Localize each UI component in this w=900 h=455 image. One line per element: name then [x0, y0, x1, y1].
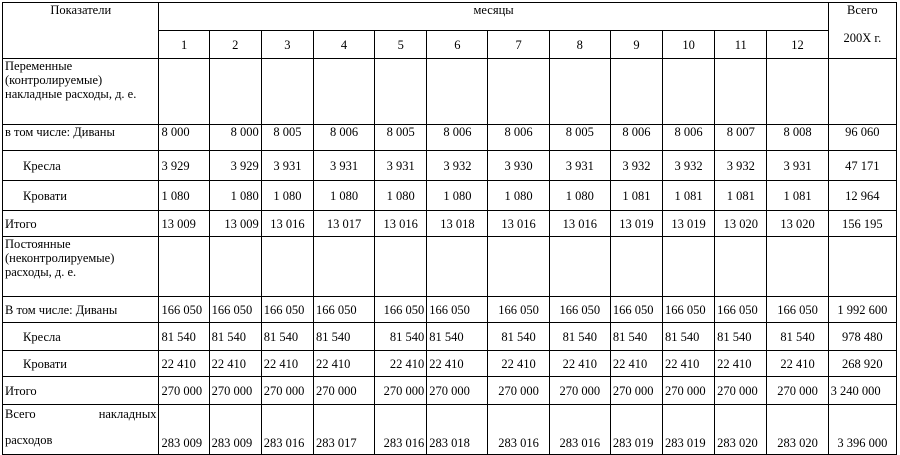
table-cell: 8 005 [375, 125, 427, 151]
row-label: Переменные (контролируемые) накладные расходы, д. е. [3, 59, 159, 125]
month-number: 4 [313, 31, 374, 59]
table-row [3, 151, 897, 181]
table-cell [261, 237, 313, 297]
table-cell: 1 080 [159, 181, 209, 211]
table-cell: 13 019 [663, 211, 715, 237]
table-cell: 1 081 [767, 181, 828, 211]
annual-total-cell: 12 964 [828, 181, 896, 211]
table-cell: 81 540 [610, 323, 662, 351]
table-cell: 1 080 [427, 181, 488, 211]
row-label: Кресла [3, 151, 159, 181]
table-cell: 3 932 [715, 151, 767, 181]
table-cell: 1 080 [261, 181, 313, 211]
table-cell: 22 410 [767, 351, 828, 377]
table-cell [159, 59, 209, 125]
table-row [3, 125, 897, 151]
table-cell: 283 020 [767, 405, 828, 455]
table-cell: 1 080 [209, 181, 261, 211]
table-cell: 3 931 [313, 151, 374, 181]
month-number: 6 [427, 31, 488, 59]
indicators-header: Показатели [3, 3, 159, 59]
row-label: Итого [3, 377, 159, 405]
table-cell: 3 931 [375, 151, 427, 181]
month-number: 9 [610, 31, 662, 59]
table-cell [767, 59, 828, 125]
table-cell: 13 017 [313, 211, 374, 237]
table-cell: 8 006 [427, 125, 488, 151]
table-cell: 1 080 [549, 181, 610, 211]
table-cell: 270 000 [610, 377, 662, 405]
table-cell: 13 020 [767, 211, 828, 237]
table-row [3, 377, 897, 405]
table-cell: 283 016 [549, 405, 610, 455]
table-cell: 3 932 [663, 151, 715, 181]
annual-total-cell: 978 480 [828, 323, 896, 351]
row-label: Постоянные (неконтролируемые) расходы, д. е. [3, 237, 159, 297]
table-cell [767, 237, 828, 297]
table-cell: 270 000 [427, 377, 488, 405]
table-cell: 22 410 [313, 351, 374, 377]
table-cell: 13 009 [209, 211, 261, 237]
table-row [3, 181, 897, 211]
month-number: 2 [209, 31, 261, 59]
annual-total-cell: 3 240 000 [828, 377, 896, 405]
months-header: месяцы [159, 3, 828, 31]
table-cell: 1 081 [610, 181, 662, 211]
table-cell: 270 000 [715, 377, 767, 405]
table-cell: 166 050 [313, 297, 374, 323]
table-cell: 8 006 [663, 125, 715, 151]
table-cell: 283 016 [488, 405, 549, 455]
annual-total-cell: 268 920 [828, 351, 896, 377]
table-cell: 166 050 [767, 297, 828, 323]
table-cell: 81 540 [663, 323, 715, 351]
table-cell [488, 237, 549, 297]
table-cell: 81 540 [313, 323, 374, 351]
table-cell: 166 050 [375, 297, 427, 323]
table-cell: 8 000 [209, 125, 261, 151]
table-cell: 81 540 [427, 323, 488, 351]
table-cell: 270 000 [313, 377, 374, 405]
table-cell: 3 931 [261, 151, 313, 181]
table-cell: 22 410 [209, 351, 261, 377]
table-cell: 270 000 [488, 377, 549, 405]
row-label: в том числе: Диваны [3, 125, 159, 151]
annual-total-header [828, 3, 896, 59]
table-cell: 1 081 [663, 181, 715, 211]
annual-total-cell [828, 59, 896, 125]
table-cell [663, 237, 715, 297]
table-cell: 166 050 [663, 297, 715, 323]
table-cell: 22 410 [261, 351, 313, 377]
table-cell: 81 540 [767, 323, 828, 351]
table-cell: 283 016 [375, 405, 427, 455]
table-row [3, 323, 897, 351]
header-row [3, 3, 897, 31]
table-cell: 166 050 [488, 297, 549, 323]
table-cell: 8 006 [313, 125, 374, 151]
table-cell: 283 009 [159, 405, 209, 455]
table-cell: 3 932 [610, 151, 662, 181]
total-header-line2: 200Х г. [843, 31, 882, 45]
table-cell [375, 59, 427, 125]
table-cell [427, 59, 488, 125]
table-cell: 3 932 [427, 151, 488, 181]
table-cell [610, 237, 662, 297]
month-number: 7 [488, 31, 549, 59]
table-cell: 13 019 [610, 211, 662, 237]
table-cell: 166 050 [610, 297, 662, 323]
total-header-line1: Всего [847, 3, 878, 17]
table-cell: 8 006 [610, 125, 662, 151]
table-cell: 270 000 [261, 377, 313, 405]
table-cell: 270 000 [209, 377, 261, 405]
total-label-line1 [5, 407, 156, 421]
table-cell: 22 410 [549, 351, 610, 377]
table-cell: 13 016 [488, 211, 549, 237]
table-cell: 81 540 [715, 323, 767, 351]
row-label: Кресла [3, 323, 159, 351]
table-cell: 8 005 [549, 125, 610, 151]
table-cell: 283 017 [313, 405, 374, 455]
table-cell [427, 237, 488, 297]
table-cell: 166 050 [427, 297, 488, 323]
table-cell: 1 080 [375, 181, 427, 211]
table-cell [209, 59, 261, 125]
annual-total-cell: 156 195 [828, 211, 896, 237]
table-row [3, 237, 897, 297]
table-cell: 283 018 [427, 405, 488, 455]
table-cell [663, 59, 715, 125]
table-cell [715, 237, 767, 297]
table-cell: 81 540 [261, 323, 313, 351]
table-row [3, 59, 897, 125]
table-cell: 166 050 [209, 297, 261, 323]
table-cell: 1 080 [488, 181, 549, 211]
table-cell [313, 237, 374, 297]
table-cell: 1 080 [313, 181, 374, 211]
table-cell: 166 050 [159, 297, 209, 323]
table-cell: 13 020 [715, 211, 767, 237]
table-cell: 8 006 [488, 125, 549, 151]
table-cell [549, 237, 610, 297]
table-cell [159, 237, 209, 297]
table-cell: 1 081 [715, 181, 767, 211]
table-cell: 8 008 [767, 125, 828, 151]
table-cell: 81 540 [375, 323, 427, 351]
table-cell: 22 410 [488, 351, 549, 377]
table-cell: 283 020 [715, 405, 767, 455]
table-cell [610, 59, 662, 125]
table-cell: 8 007 [715, 125, 767, 151]
table-cell: 270 000 [767, 377, 828, 405]
table-cell: 3 931 [767, 151, 828, 181]
table-cell: 270 000 [375, 377, 427, 405]
table-cell: 81 540 [209, 323, 261, 351]
row-label: Итого [3, 211, 159, 237]
table-cell: 270 000 [159, 377, 209, 405]
total-label-line2: расходов [5, 433, 53, 447]
table-cell: 22 410 [159, 351, 209, 377]
table-cell: 22 410 [715, 351, 767, 377]
row-label: Кровати [3, 351, 159, 377]
table-cell: 3 931 [549, 151, 610, 181]
month-number: 11 [715, 31, 767, 59]
total-label-word1: Всего [5, 407, 36, 421]
table-cell: 13 016 [375, 211, 427, 237]
table-cell [313, 59, 374, 125]
table-cell: 283 009 [209, 405, 261, 455]
overhead-budget-table [2, 2, 897, 455]
table-cell: 22 410 [663, 351, 715, 377]
table-cell: 81 540 [488, 323, 549, 351]
row-label: В том числе: Диваны [3, 297, 159, 323]
table-cell: 13 009 [159, 211, 209, 237]
table-cell: 81 540 [159, 323, 209, 351]
month-number: 12 [767, 31, 828, 59]
table-row [3, 297, 897, 323]
table-cell: 13 018 [427, 211, 488, 237]
table-cell: 283 016 [261, 405, 313, 455]
table-cell: 13 016 [549, 211, 610, 237]
annual-total-cell: 3 396 000 [828, 405, 896, 455]
table-cell [488, 59, 549, 125]
table-cell: 13 016 [261, 211, 313, 237]
table-cell [715, 59, 767, 125]
annual-total-cell [828, 237, 896, 297]
table-cell: 283 019 [663, 405, 715, 455]
table-cell: 166 050 [715, 297, 767, 323]
table-cell: 166 050 [549, 297, 610, 323]
table-cell: 166 050 [261, 297, 313, 323]
table-cell: 22 410 [375, 351, 427, 377]
table-cell [209, 237, 261, 297]
annual-total-cell: 96 060 [828, 125, 896, 151]
row-label: Кровати [3, 181, 159, 211]
table-cell: 283 019 [610, 405, 662, 455]
month-number: 8 [549, 31, 610, 59]
table-cell: 8 000 [159, 125, 209, 151]
table-cell: 3 929 [209, 151, 261, 181]
table-cell [549, 59, 610, 125]
table-row [3, 351, 897, 377]
table-cell: 22 410 [427, 351, 488, 377]
month-number: 3 [261, 31, 313, 59]
total-label-word2: накладных [98, 407, 157, 421]
month-number: 10 [663, 31, 715, 59]
table-cell: 81 540 [549, 323, 610, 351]
table-cell: 270 000 [549, 377, 610, 405]
table-cell: 3 930 [488, 151, 549, 181]
table-cell: 270 000 [663, 377, 715, 405]
annual-total-cell: 47 171 [828, 151, 896, 181]
table-cell [375, 237, 427, 297]
table-cell: 22 410 [610, 351, 662, 377]
table-cell [261, 59, 313, 125]
row-label [3, 405, 159, 455]
table-row [3, 211, 897, 237]
month-number: 1 [159, 31, 209, 59]
table-row [3, 405, 897, 455]
annual-total-cell: 1 992 600 [828, 297, 896, 323]
table-cell: 8 005 [261, 125, 313, 151]
month-number: 5 [375, 31, 427, 59]
table-cell: 3 929 [159, 151, 209, 181]
